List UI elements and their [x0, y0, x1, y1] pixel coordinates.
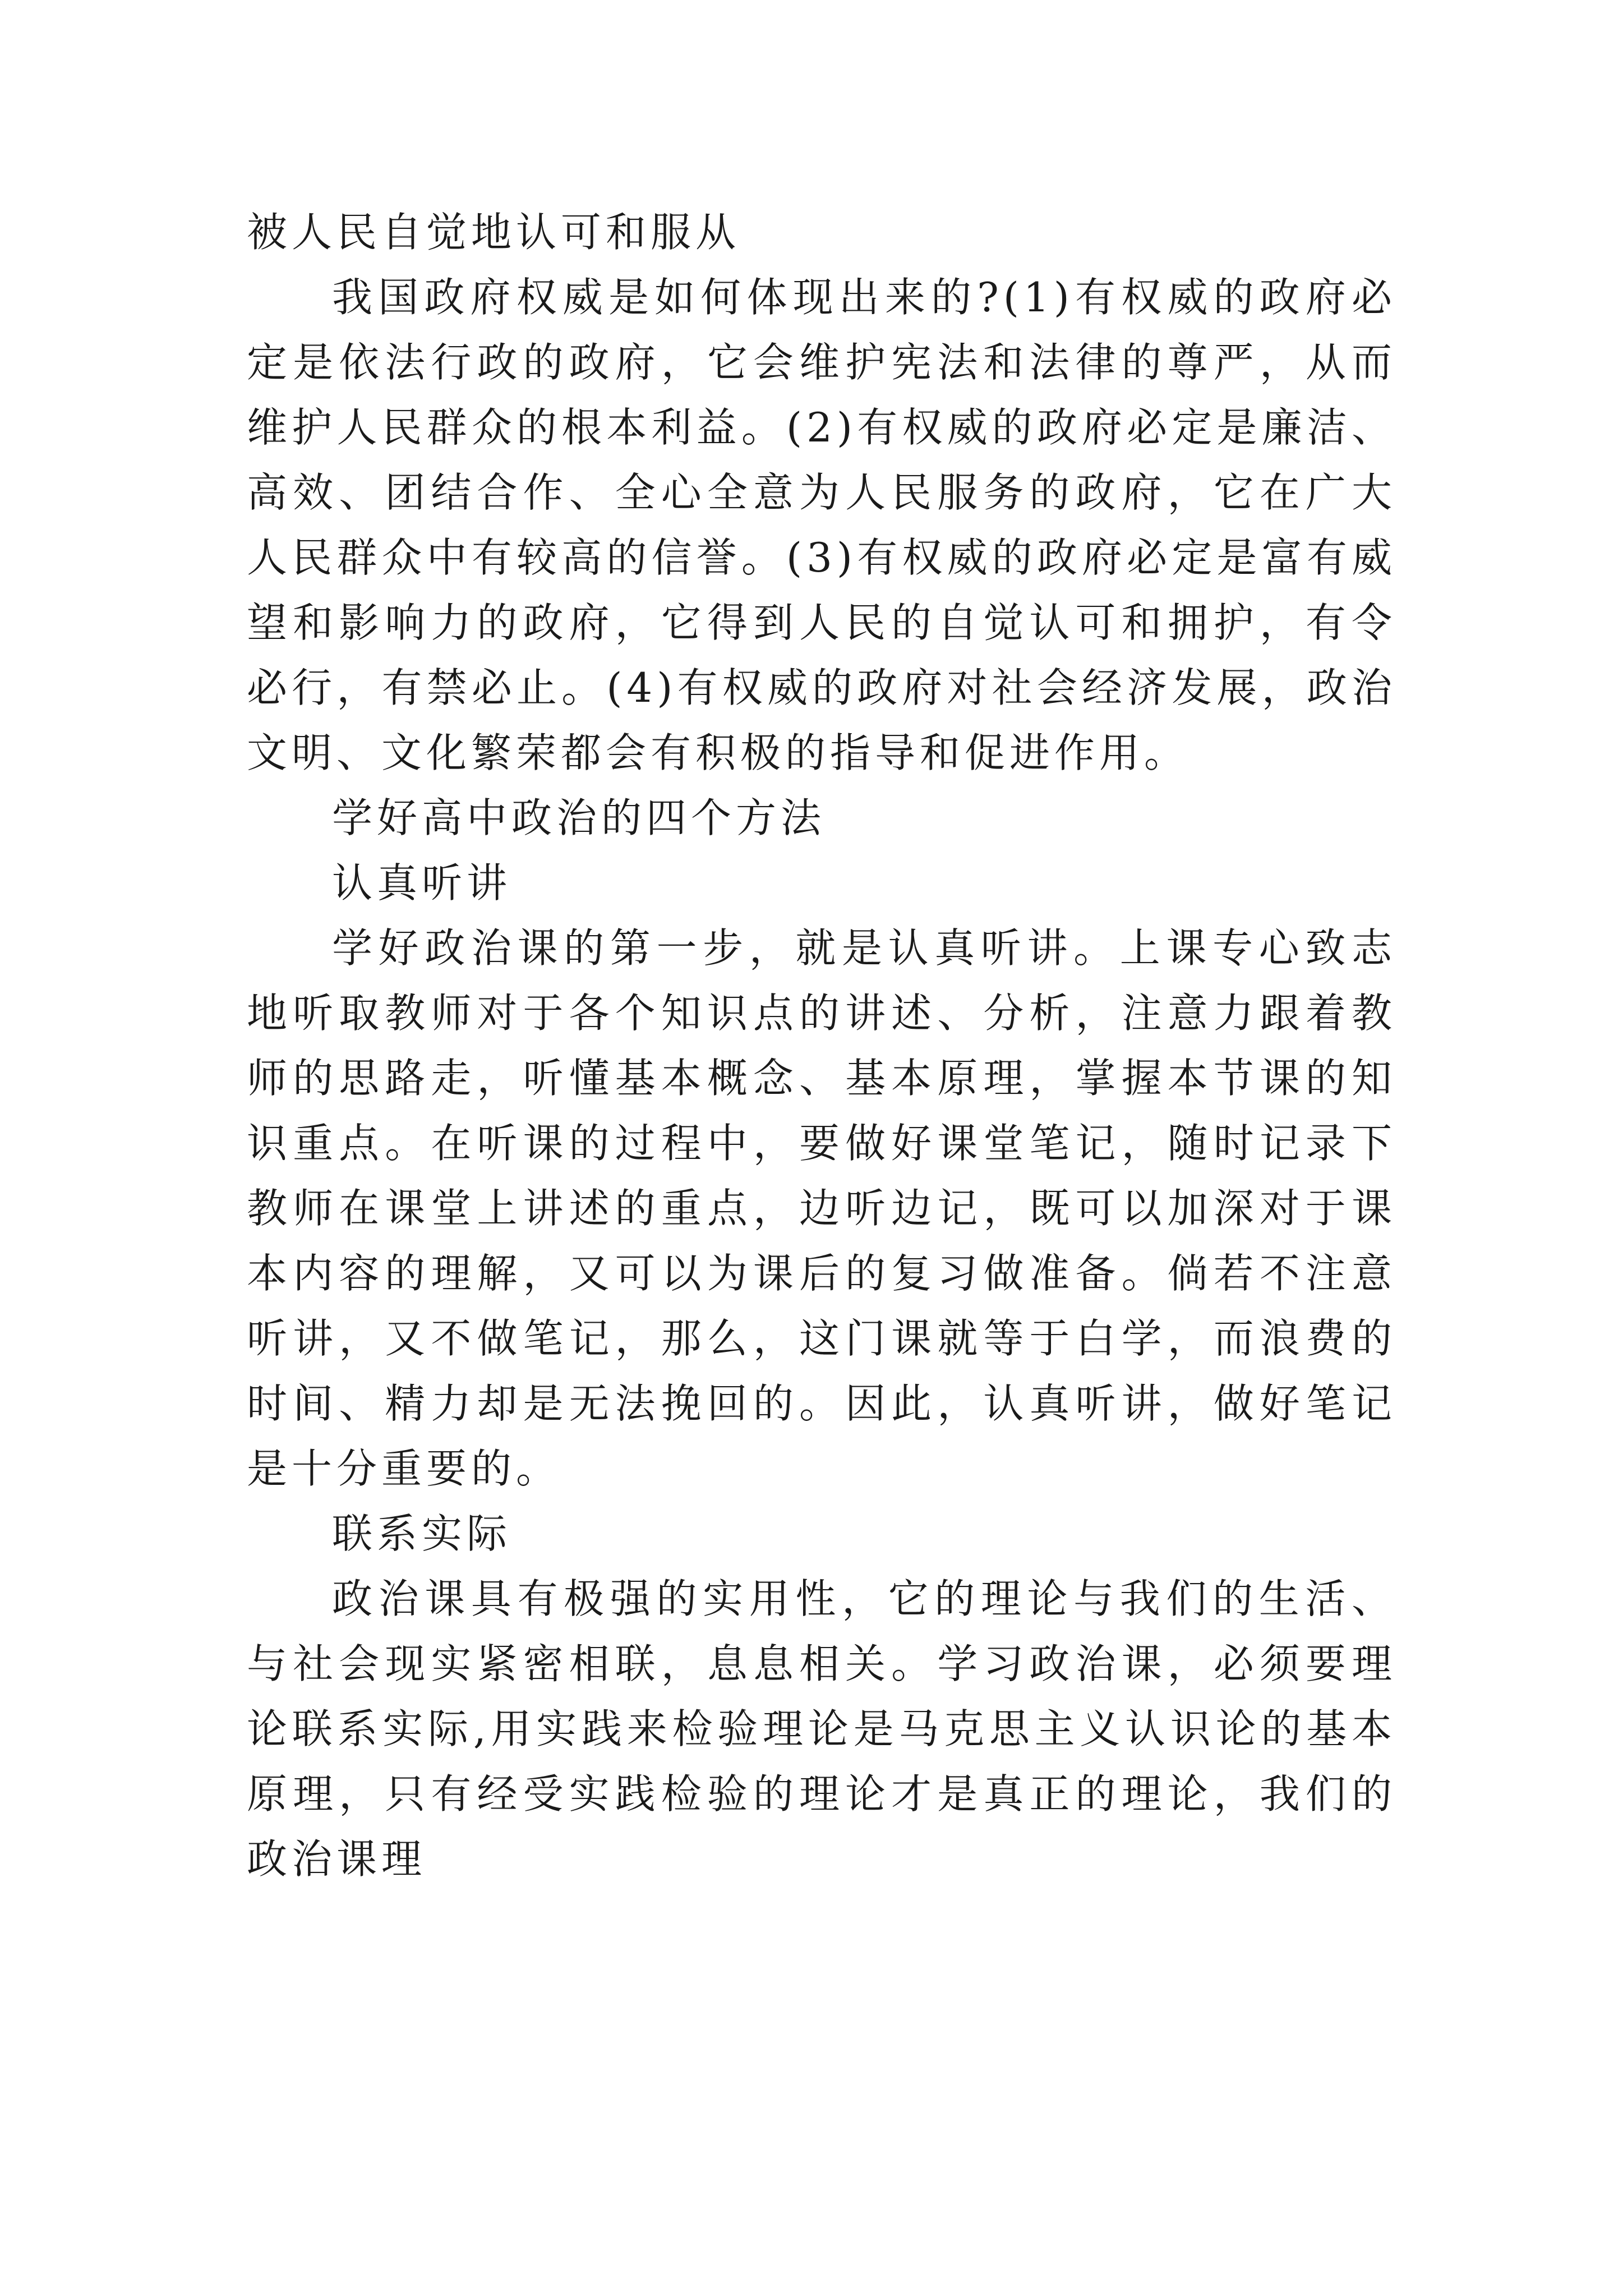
- subheading-connect-practice: 联系实际: [332, 1510, 512, 1557]
- paragraph-listen-carefully: 学好政治课的第一步，就是认真听讲。上课专心致志地听取教师对于各个知识点的讲述、分析，注意力跟着教师的思路走，听懂基本概念、基本原理，掌握本节课的知识重点。在听课的过程中，要做好课堂笔记，随时记录下教师在课堂上讲述的重点，边听边记，既可以加深对于课本内容的理解，又可以为课后的复习做准备。倘若不注意听讲，又不做笔记，那么，这门课就等于白学，而浪费的时间、精力却是无法挽回的。因此，认真听讲，做好笔记是十分重要的。: [247, 924, 1396, 1492]
- section-heading-four-methods: 学好高中政治的四个方法: [332, 794, 826, 841]
- paragraph-continuation: 被人民自觉地认可和服从: [247, 209, 741, 256]
- paragraph-government-authority: 我国政府权威是如何体现出来的?(1)有权威的政府必定是依法行政的政府，它会维护宪法和法律的尊严，从而维护人民群众的根本利益。(2)有权威的政府必定是廉洁、高效、团结合作、全心全意为人民服务的政府，它在广大人民群众中有较高的信誉。(3)有权威的政府必定是富有威望和影响力的政府，它得到人民的自觉认可和拥护，有令必行，有禁必止。(4)有权威的政府对社会经济发展，政治文明、文化繁荣都会有积极的指导和促进作用。: [247, 274, 1396, 776]
- subheading-listen-carefully: 认真听讲: [332, 859, 512, 907]
- paragraph-connect-practice: 政治课具有极强的实用性，它的理论与我们的生活、与社会现实紧密相联，息息相关。学习政治课，必须要理论联系实际,用实践来检验理论是马克思主义认识论的基本原理，只有经受实践检验的理论才是真正的理论，我们的政治课理: [247, 1575, 1396, 1883]
- document-body: [247, 200, 1396, 1892]
